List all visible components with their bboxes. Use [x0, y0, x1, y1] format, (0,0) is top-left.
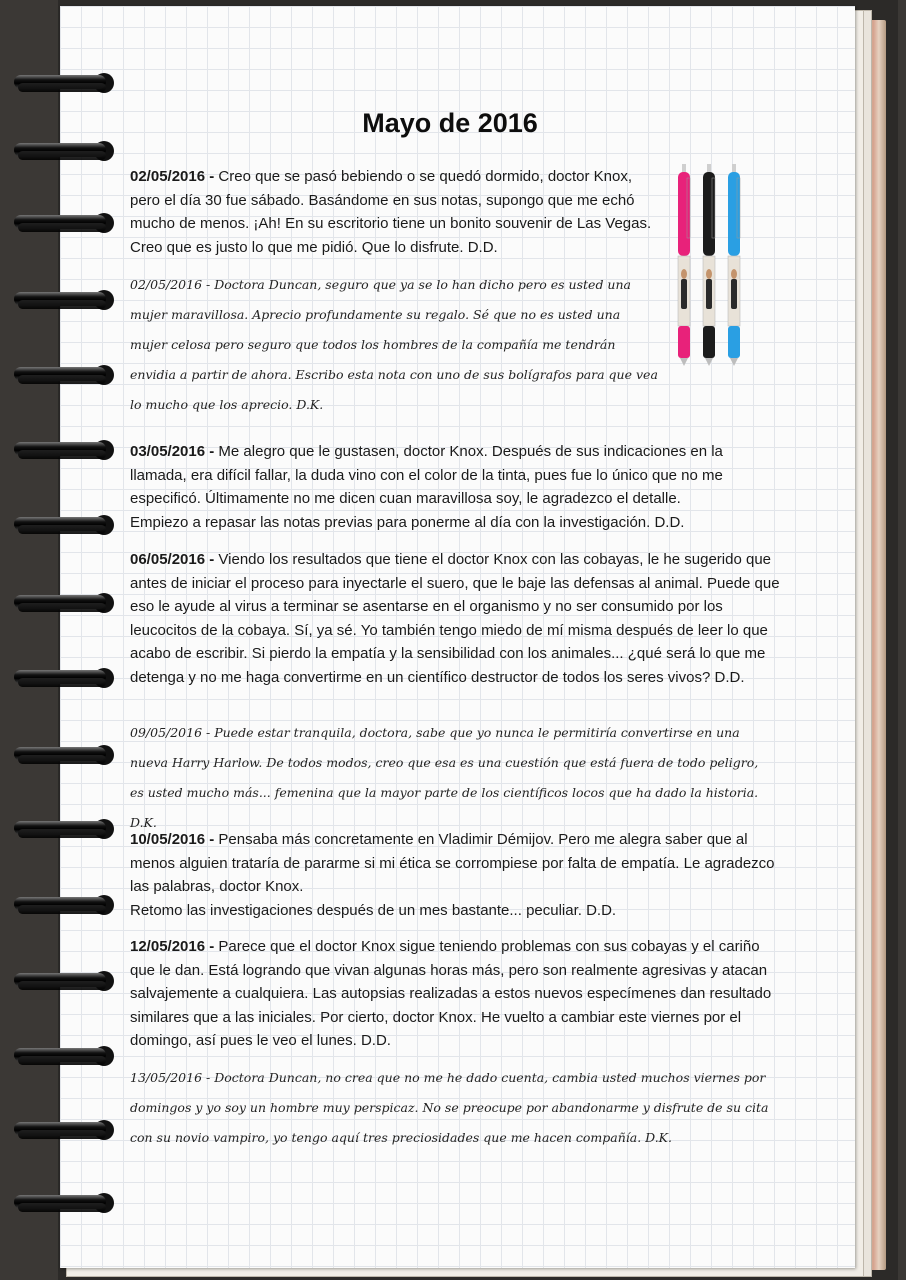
- spiral-ring: [14, 437, 108, 463]
- entry-text-continued: Empiezo a repasar las notas previas para ponerme al día con la investigación. D.D.: [130, 513, 685, 531]
- pens-photo: [668, 162, 750, 368]
- entry-date: 06/05/2016: [130, 551, 206, 568]
- page-title: Mayo de 2016: [362, 108, 538, 138]
- diary-entry: 03/05/2016 - Me alegro que le gustasen, doctor Knox. Después de sus indicaciones en la llamada, era difícil fallar, la duda vino con el color de la tinta, pues fue lo único que no me especificó. Últimamente no me dicen cuan maravillosa soy, le agradezco el detalle. Empiezo a repasar las notas previas para ponerme al día con la investigación. D.D.: [130, 440, 775, 534]
- entry-date: 10/05/2016: [130, 831, 206, 848]
- spiral-ring: [14, 590, 108, 616]
- entry-text: Puede estar tranquila, doctora, sabe que yo nunca le permitiría convertirse en una nueva Harry Harlow. De todos modos, creo que esa es una cuestión que está fuera de todo peligro, es usted mucho más... femenina que la mayor parte de los científicos locos que ha dado la historia. D.K.: [130, 725, 759, 830]
- pen: [728, 164, 740, 366]
- entry-text: Pensaba más concretamente en Vladimir Démijov. Pero me alegra saber que al menos alguien trataría de pararme si mi ética se corrompiese por falta de empatía. Le agradezco las palabras, doctor Knox.: [130, 831, 775, 895]
- diary-entry-reply: 02/05/2016 - Doctora Duncan, seguro que ya se lo han dicho pero es usted una mujer maravillosa. Aprecio profundamente su regalo. Sé que no es usted una mujer celosa pero seguro que todos los hombres de la compañía me tendrán envidia a partir de ahora. Escribo esta nota con uno de sus bolígrafos para que vea lo mucho que los aprecio. D.K.: [130, 277, 658, 412]
- pen: [678, 164, 690, 366]
- spiral-ring: [14, 1117, 108, 1143]
- pen: [703, 164, 715, 366]
- entry-date: 02/05/2016: [130, 277, 203, 292]
- diary-entry-reply: 13/05/2016 - Doctora Duncan, no crea que no me he dado cuenta, cambia usted muchos viernes por domingos y yo soy un hombre muy perspicaz. No se preocupe por abandonarme y disfrute de su cita con su novio vampiro, yo tengo aquí tres preciosidades que me hacen compañía. D.K.: [130, 1070, 769, 1145]
- spiral-ring: [14, 1190, 108, 1216]
- diary-entry: 10/05/2016 - Pensaba más concretamente en Vladimir Démijov. Pero me alegra saber que al menos alguien trataría de pararme si mi ética se corrompiese por falta de empatía. Le agradezco las palabras, doctor Knox. Retomo las investigaciones después de un mes bastante... peculiar. D.D.: [130, 828, 775, 922]
- spiral-ring: [14, 138, 108, 164]
- spiral-ring: [14, 742, 108, 768]
- spiral-ring: [14, 968, 108, 994]
- spiral-ring: [14, 892, 108, 918]
- entry-text-continued: Retomo las investigaciones después de un mes bastante... peculiar. D.D.: [130, 901, 617, 919]
- entry-date: 09/05/2016: [130, 725, 203, 740]
- spiral-ring: [14, 816, 108, 842]
- spiral-ring: [14, 665, 108, 691]
- diary-entry: 06/05/2016 - Viendo los resultados que tiene el doctor Knox con las cobayas, le he sugerido que antes de iniciar el proceso para inyectarle el suero, que le baje las defensas al animal. Puede que eso le ayude al virus a terminar se asentarse en el organismo y no ser consumido por los leucocitos de la cobaya. Sí, ya sé. Yo también tengo miedo de mí misma después de leer lo que acabo de escribir. Si pierdo la empatía y la sensibilidad con los animales... ¿qué será lo que me detenga y no me haga convertirme en un científico destructor de todos los seres vivos? D.D.: [130, 551, 780, 686]
- entry-text: Creo que se pasó bebiendo o se quedó dormido, doctor Knox, pero el día 30 fue sábado. Basándome en sus notas, supongo que me echó mucho de menos. ¡Ah! En su escritorio tiene un bonito souvenir de Las Vegas. Creo que es justo lo que me pidió. Que lo disfrute. D.D.: [130, 168, 652, 256]
- spiral-ring: [14, 70, 108, 96]
- entry-text: Doctora Duncan, seguro que ya se lo han dicho pero es usted una mujer maravillosa. Aprecio profundamente su regalo. Sé que no es usted una mujer celosa pero seguro que todos los hombres de la compañía me tendrán envidia a partir de ahora. Escribo esta nota con uno de sus bolígrafos para que vea lo mucho que los aprecio. D.K.: [130, 277, 658, 412]
- entry-date: 02/05/2016: [130, 168, 206, 185]
- spiral-ring: [14, 287, 108, 313]
- spiral-ring: [14, 1043, 108, 1069]
- diary-entry-reply: 09/05/2016 - Puede estar tranquila, doctora, sabe que yo nunca le permitiría convertirse en una nueva Harry Harlow. De todos modos, creo que esa es una cuestión que está fuera de todo peligro, es usted mucho más... femenina que la mayor parte de los científicos locos que ha dado la historia. D.K.: [130, 725, 759, 830]
- entry-text: Doctora Duncan, no crea que no me he dado cuenta, cambia usted muchos viernes por domingos y yo soy un hombre muy perspicaz. No se preocupe por abandonarme y disfrute de su cita con su novio vampiro, yo tengo aquí tres preciosidades que me hacen compañía. D.K.: [130, 1070, 769, 1145]
- entry-date: 13/05/2016: [130, 1070, 203, 1085]
- entry-text: Me alegro que le gustasen, doctor Knox. Después de sus indicaciones en la llamada, era difícil fallar, la duda vino con el color de la tinta, pues fue lo único que no me especificó. Últimamente no me dicen cuan maravillosa soy, le agradezco el detalle.: [130, 443, 723, 507]
- spiral-ring: [14, 512, 108, 538]
- entry-date: 03/05/2016: [130, 443, 206, 460]
- entry-text: Viendo los resultados que tiene el doctor Knox con las cobayas, le he sugerido que antes de iniciar el proceso para inyectarle el suero, que le baje las defensas al animal. Puede que eso le ayude al virus a terminar se asentarse en el organismo y no ser consumido por los leucocitos de la cobaya. Sí, ya sé. Yo también tengo miedo de mí misma después de leer lo que acabo de escribir. Si pierdo la empatía y la sensibilidad con los animales... ¿qué será lo que me detenga y no me haga convertirme en un científico destructor de todos los seres vivos? D.D.: [130, 551, 780, 686]
- spiral-ring: [14, 362, 108, 388]
- entry-text: Parece que el doctor Knox sigue teniendo problemas con sus cobayas y el cariño que le dan. Está logrando que vivan algunas horas más, pero son realmente agresivas y atacan salvajemente a cualquiera. Las autopsias realizadas a estos nuevos especímenes dan resultado similares que a las iniciales. Por cierto, doctor Knox. He vuelto a cambiar este viernes por el domingo, así pues le veo el lunes. D.D.: [130, 938, 772, 1049]
- spiral-ring: [14, 210, 108, 236]
- entry-date: 12/05/2016: [130, 938, 206, 955]
- diary-entry: 12/05/2016 - Parece que el doctor Knox sigue teniendo problemas con sus cobayas y el cariño que le dan. Está logrando que vivan algunas horas más, pero son realmente agresivas y atacan salvajemente a cualquiera. Las autopsias realizadas a estos nuevos especímenes dan resultado similares que a las iniciales. Por cierto, doctor Knox. He vuelto a cambiar este viernes por el domingo, así pues le veo el lunes. D.D.: [130, 938, 772, 1049]
- diary-entry: 02/05/2016 - Creo que se pasó bebiendo o se quedó dormido, doctor Knox, pero el día 30 fue sábado. Basándome en sus notas, supongo que me echó mucho de menos. ¡Ah! En su escritorio tiene un bonito souvenir de Las Vegas. Creo que es justo lo que me pidió. Que lo disfrute. D.D.: [130, 168, 652, 256]
